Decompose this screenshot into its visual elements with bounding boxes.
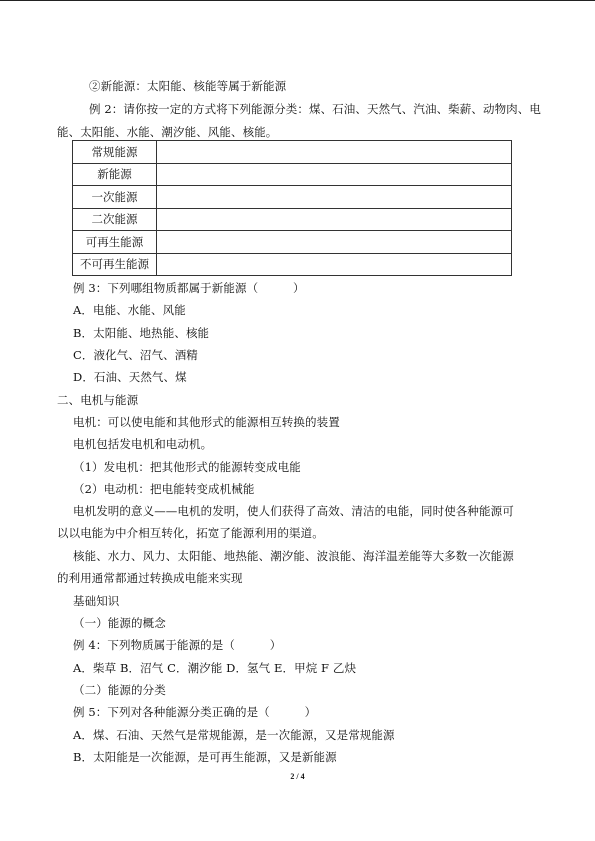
answer-cell[interactable] xyxy=(157,231,512,254)
option-a: A．电能、水能、风能 xyxy=(73,303,186,317)
page-number: 2 / 4 xyxy=(290,772,305,781)
table-row xyxy=(73,253,512,276)
text-line: 能、太阳能、水能、潮汐能、风能、核能。 xyxy=(57,125,278,139)
row-label: 二次能源 xyxy=(73,208,157,231)
row-label: 新能源 xyxy=(73,163,157,186)
table-row xyxy=(73,208,512,231)
example-3-question: 例 3：下列哪组物质都属于新能源（ ） xyxy=(73,281,305,295)
answer-cell[interactable] xyxy=(157,253,512,276)
row-label: 可再生能源 xyxy=(73,231,157,254)
text-line: ②新能源：太阳能、核能等属于新能源 xyxy=(89,79,287,93)
text-line: 电机：可以使电能和其他形式的能源相互转换的装置 xyxy=(73,415,340,429)
table-row xyxy=(73,231,512,254)
answer-cell[interactable] xyxy=(157,208,512,231)
option-d: D．石油、天然气、煤 xyxy=(73,370,187,384)
example-4-options: A．柴草 B．沼气 C．潮汐能 D．氢气 E．甲烷 F 乙炔 xyxy=(73,661,357,675)
page-top-border xyxy=(0,0,595,1)
option-a: A．煤、石油、天然气是常规能源，是一次能源，又是常规能源 xyxy=(73,728,395,742)
text-line: 的利用通常都通过转换成电能来实现 xyxy=(57,571,243,585)
text-line: （2）电动机：把电能转变成机械能 xyxy=(73,482,255,496)
table-row xyxy=(73,186,512,209)
example-4-question: 例 4：下列物质属于能源的是（ ） xyxy=(73,638,282,652)
subheading: 基础知识 xyxy=(73,594,120,608)
option-b: B．太阳能是一次能源，是可再生能源，又是新能源 xyxy=(73,750,337,764)
table-row xyxy=(73,141,512,164)
energy-classification-table xyxy=(72,140,512,276)
text-line: 核能、水力、风力、太阳能、地热能、潮汐能、波浪能、海洋温差能等大多数一次能源 xyxy=(73,549,514,563)
subheading: （一）能源的概念 xyxy=(73,616,166,630)
text-line: 电机发明的意义——电机的发明，使人们获得了高效、清洁的电能，同时使各种能源可 xyxy=(73,504,514,518)
text-line: 电机包括发电机和电动机。 xyxy=(73,437,213,451)
section-heading: 二、电机与能源 xyxy=(57,393,139,407)
option-c: C．液化气、沼气、酒精 xyxy=(73,348,198,362)
option-b: B．太阳能、地热能、核能 xyxy=(73,326,210,340)
text-line: 以以电能为中介相互转化，拓宽了能源利用的渠道。 xyxy=(57,526,324,540)
answer-cell[interactable] xyxy=(157,163,512,186)
row-label: 不可再生能源 xyxy=(73,253,157,276)
row-label: 一次能源 xyxy=(73,186,157,209)
text-line: （1）发电机：把其他形式的能源转变成电能 xyxy=(73,460,301,474)
example-5-question: 例 5：下列对各种能源分类正确的是（ ） xyxy=(73,705,317,719)
subheading: （二）能源的分类 xyxy=(73,683,166,697)
row-label: 常规能源 xyxy=(73,141,157,164)
answer-cell[interactable] xyxy=(157,141,512,164)
example-2-question: 例 2：请你按一定的方式将下列能源分类：煤、石油、天然气、汽油、柴薪、动物肉、电 xyxy=(89,102,541,116)
answer-cell[interactable] xyxy=(157,186,512,209)
table-row xyxy=(73,163,512,186)
